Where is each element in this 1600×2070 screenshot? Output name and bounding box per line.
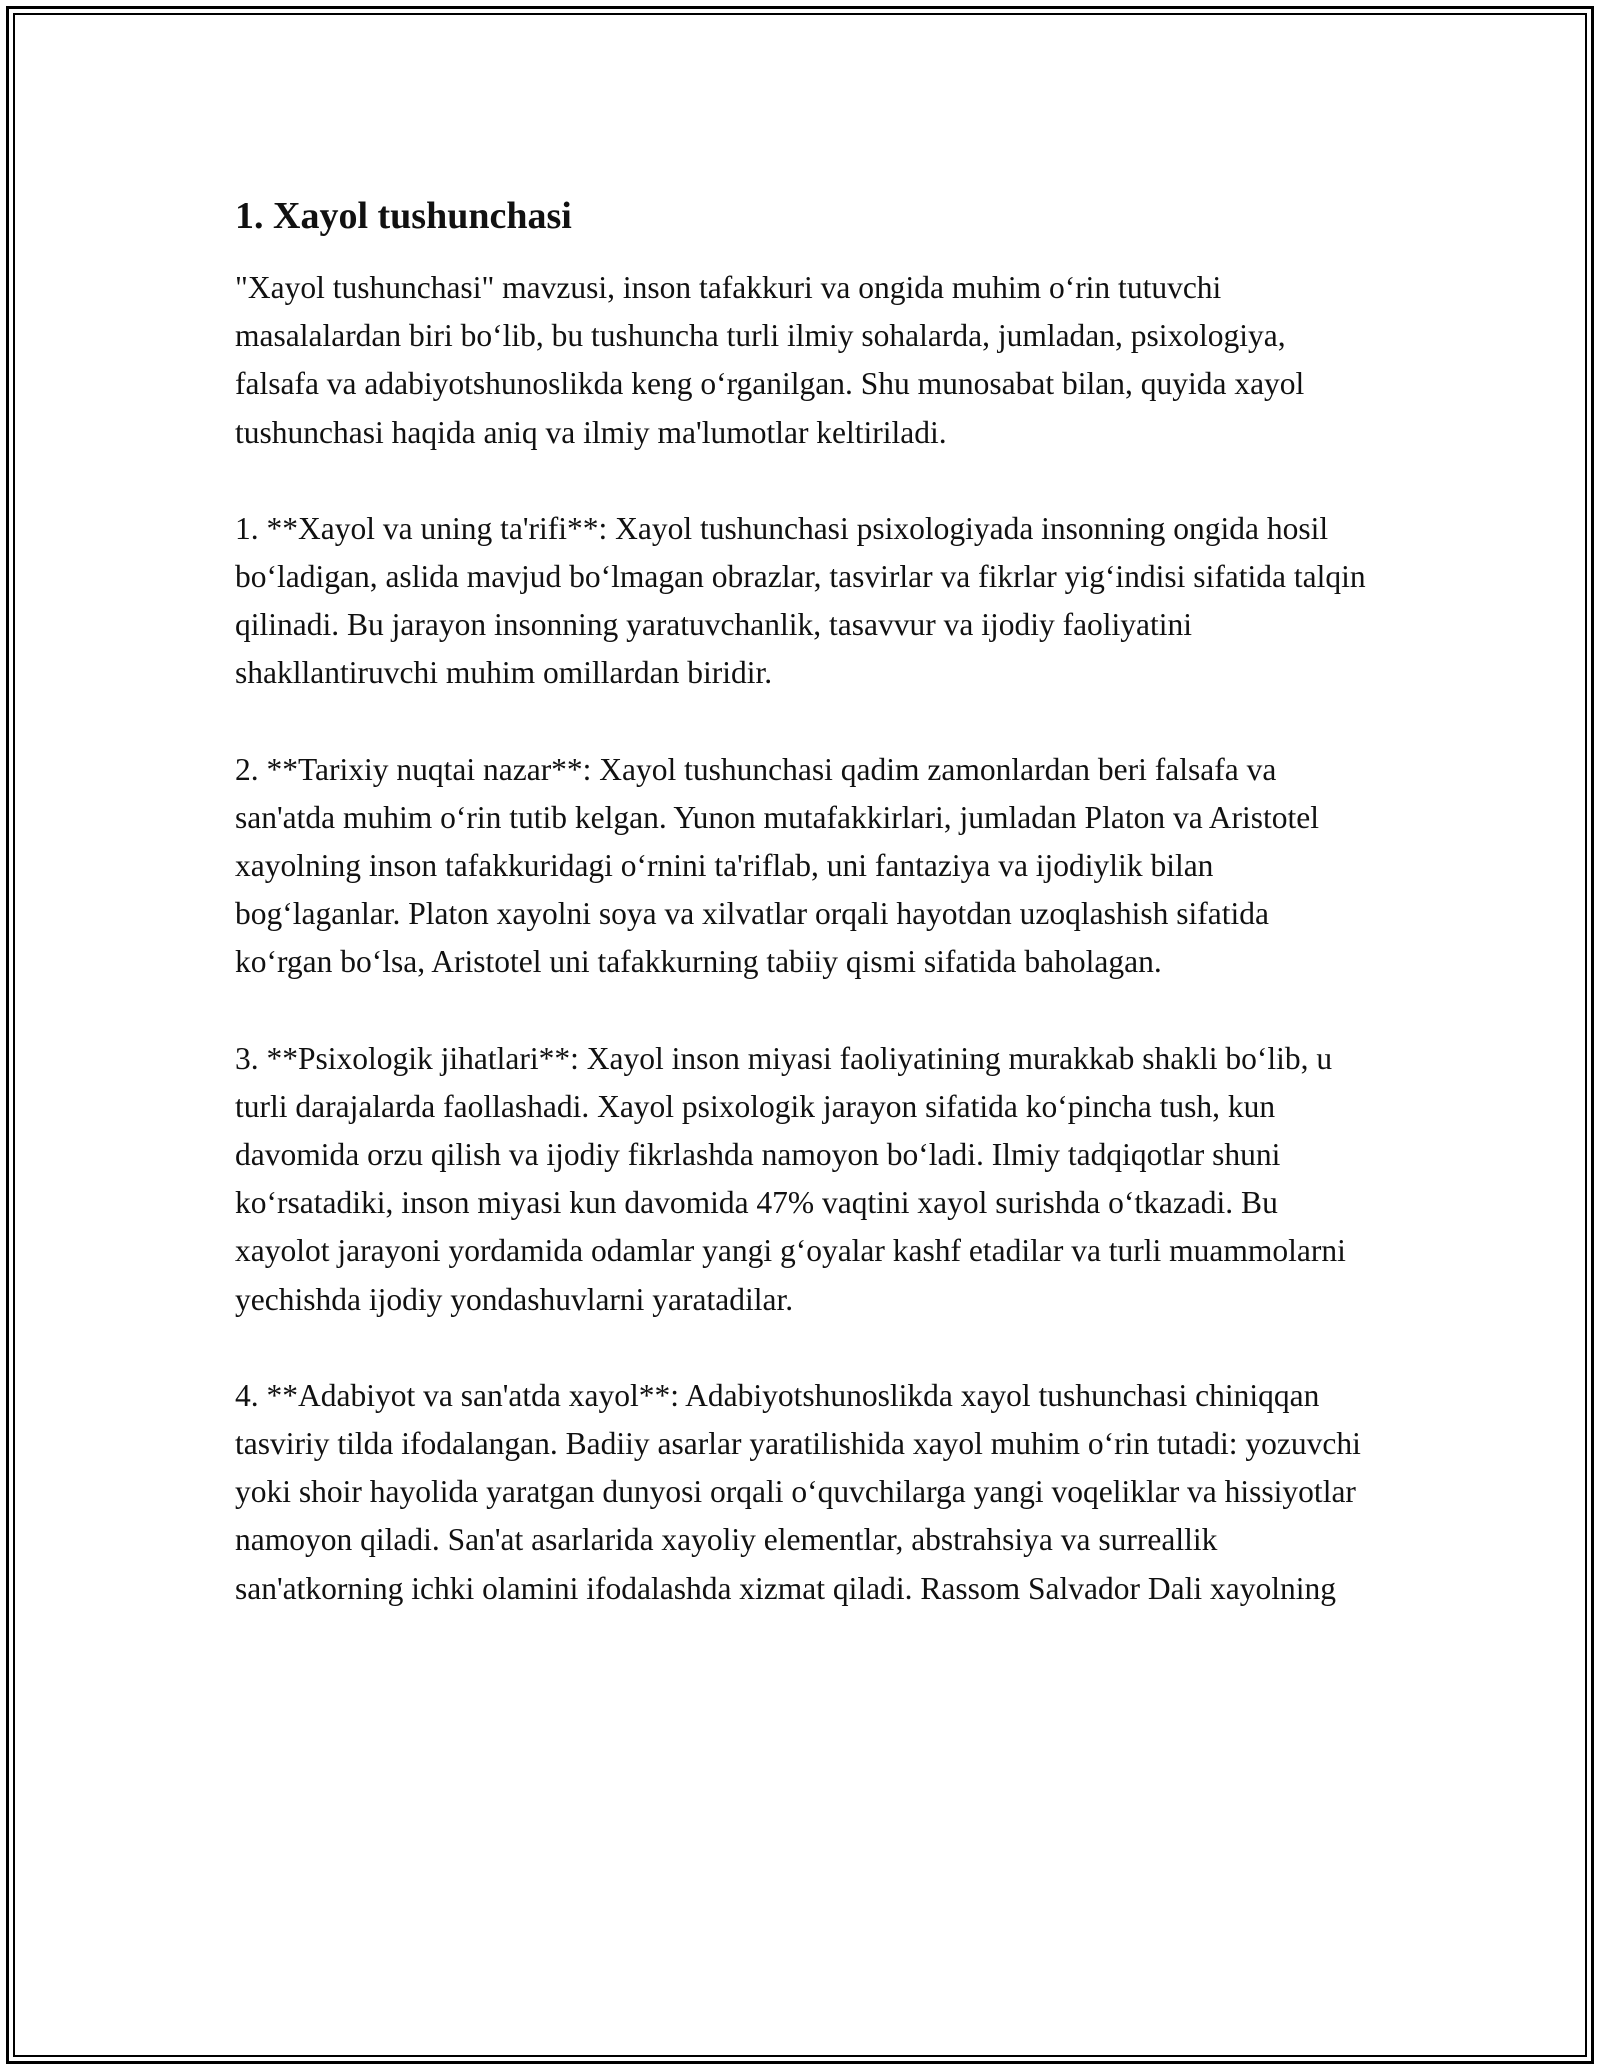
- document-body: [235, 186, 1370, 1661]
- paragraph-psychology: 3. **Psixologik jihatlari**: Xayol inson miyasi faoliyatining murakkab shakli bo‘lib, u turli darajalarda faollashadi. Xayol psixologik jarayon sifatida ko‘pincha tush, kun davomida orzu qilish va ijodiy fikrlashda namoyon bo‘ladi. Ilmiy tadqiqotlar shuni ko‘rsatadiki, inson miyasi kun davomida 47% vaqtini xayol surishda o‘tkazadi. Bu xayolot jarayoni yordamida odamlar yangi g‘oyalar kashf etadilar va turli muammolarni yechishda ijodiy yondashuvlarni yaratadilar.: [235, 1040, 1346, 1317]
- document-title: 1. Xayol tushunchasi: [235, 195, 572, 237]
- paragraph-history: 2. **Tarixiy nuqtai nazar**: Xayol tushunchasi qadim zamonlardan beri falsafa va san'atda muhim o‘rin tutib kelgan. Yunon mutafakkirlari, jumladan Platon va Aristotel xayolning inson tafakkuridagi o‘rnini ta'riflab, uni fantaziya va ijodiylik bilan bog‘laganlar. Platon xayolni soya va xilvatlar orqali hayotdan uzoqlashish sifatida ko‘rgan bo‘lsa, Aristotel uni tafakkurning tabiiy qismi sifatida baholagan.: [235, 751, 1320, 980]
- paragraph-literature-art: 4. **Adabiyot va san'atda xayol**: Adabiyotshunoslikda xayol tushunchasi chiniqqan tasviriy tilda ifodalangan. Badiiy asarlar yaratilishida xayol muhim o‘rin tutadi: yozuvchi yoki shoir hayolida yaratgan dunyosi orqali o‘quvchilarga yangi voqeliklar va hissiyotlar namoyon qiladi. San'at asarlarida xayoliy elementlar, abstrahsiya va surreallik san'atkorning ichki olamini ifodalashda xizmat qiladi. Rassom Salvador Dali xayolning: [235, 1377, 1361, 1606]
- intro-paragraph: "Xayol tushunchasi" mavzusi, inson tafakkuri va ongida muhim o‘rin tutuvchi masalalardan biri bo‘lib, bu tushuncha turli ilmiy sohalarda, jumladan, psixologiya, falsafa va adabiyotshunoslikda keng o‘rganilgan. Shu munosabat bilan, quyida xayol tushunchasi haqida aniq va ilmiy ma'lumotlar keltiriladi.: [235, 270, 1305, 450]
- paragraph-definition: 1. **Xayol va uning ta'rifi**: Xayol tushunchasi psixologiyada insonning ongida hosil bo‘ladigan, aslida mavjud bo‘lmagan obrazlar, tasvirlar va fikrlar yig‘indisi sifatida talqin qilinadi. Bu jarayon insonning yaratuvchanlik, tasavvur va ijodiy faoliyatini shakllantiruvchi muhim omillardan biridir.: [235, 510, 1366, 691]
